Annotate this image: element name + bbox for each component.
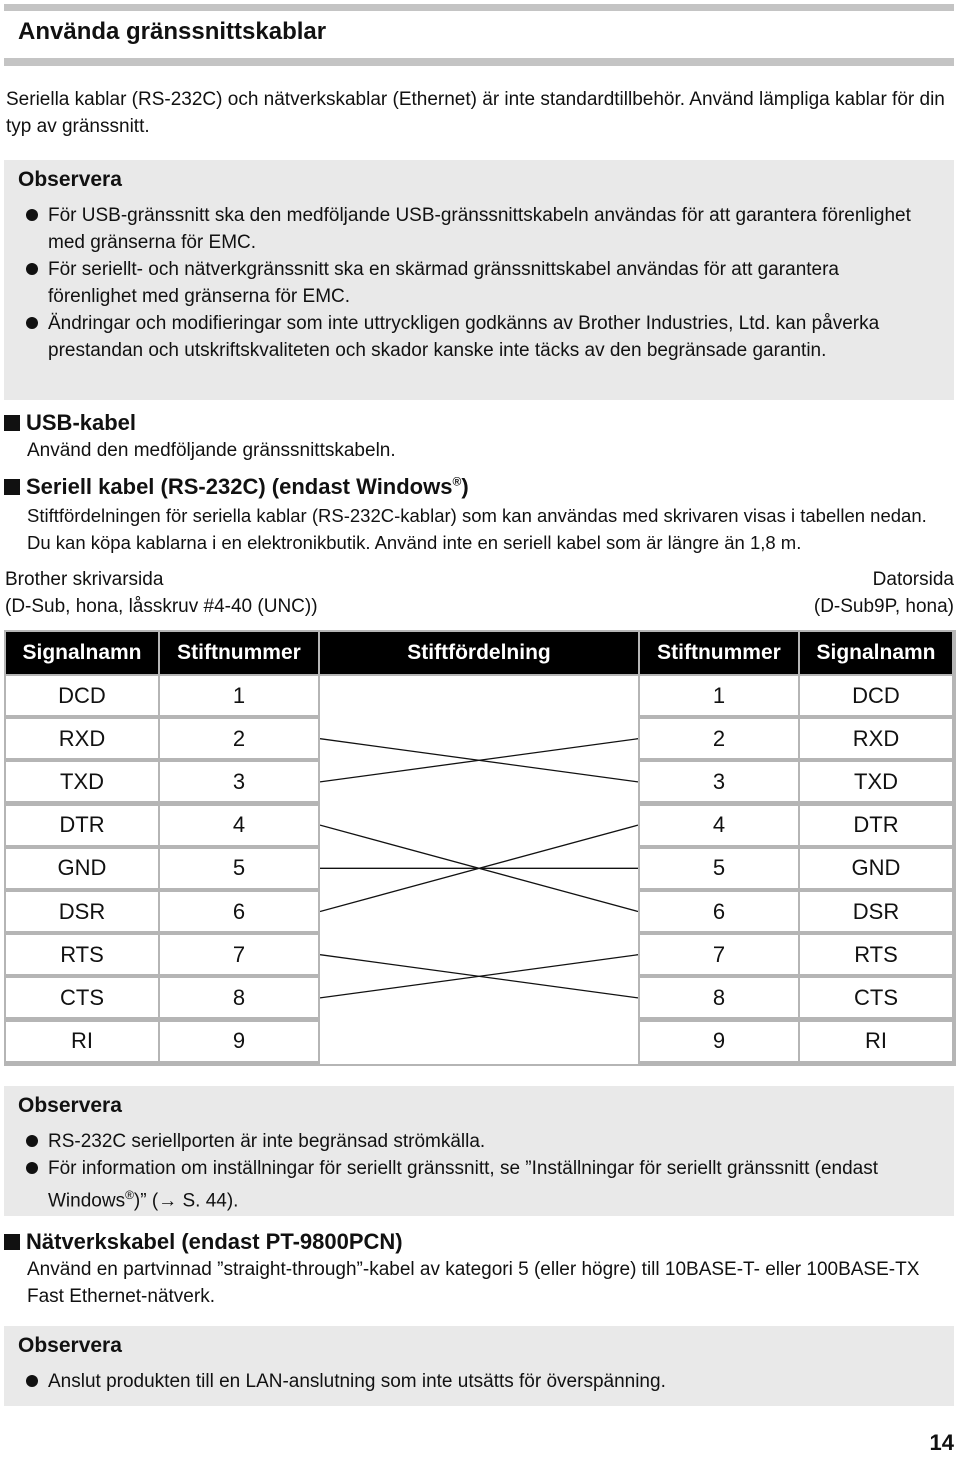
- bullet-icon: [26, 1135, 38, 1147]
- right-signal-cell: CTS: [800, 978, 952, 1017]
- right-pin-cell: 2: [640, 719, 798, 758]
- note-item: Ändringar och modifieringar som inte uttryckligen godkänns av Brother Industries, Ltd. kan påverka prestandan och utskriftskvaliteten och skador kanske inte täcks av den begränsade garantin.: [26, 310, 926, 364]
- left-signal-cell: GND: [6, 849, 158, 888]
- note-title: Observera: [18, 1334, 122, 1357]
- left-signal-column: [6, 676, 158, 1064]
- left-signal-cell: RI: [6, 1022, 158, 1061]
- note-box-2: [4, 1086, 954, 1216]
- left-pin-cell: 7: [160, 935, 318, 974]
- note-box-1: [4, 160, 954, 400]
- right-signal-cell: DCD: [800, 676, 952, 715]
- header-cell: Stiftfördelning: [320, 632, 638, 674]
- page-title: Använda gränssnittskablar: [18, 18, 327, 45]
- header-cell: Stiftnummer: [640, 632, 798, 674]
- left-signal-cell: RXD: [6, 719, 158, 758]
- note-item: För seriellt- och nätverkgränssnitt ska en skärmad gränssnittskabel användas för att garantera förenlighet med gränserna för EMC.: [26, 256, 926, 310]
- left-signal-cell: CTS: [6, 978, 158, 1017]
- left-signal-cell: DTR: [6, 806, 158, 845]
- left-signal-cell: DCD: [6, 676, 158, 715]
- right-signal-cell: RI: [800, 1022, 952, 1061]
- right-pin-column: [640, 676, 798, 1064]
- left-pin-cell: 6: [160, 892, 318, 931]
- left-pin-cell: 3: [160, 762, 318, 801]
- header-cell: Signalnamn: [6, 632, 158, 674]
- square-bullet-icon: [4, 1234, 20, 1250]
- serial-body: Stiftfördelningen för seriella kablar (RS-232C-kablar) som kan användas med skrivaren visas i tabellen nedan. Du kan köpa kablarna i en elektronikbutik. Använd inte en seriell kabel som är längre än 1,8 m.: [27, 505, 927, 553]
- header-top-rule: [4, 4, 954, 11]
- wiring-diagram: [320, 676, 638, 1064]
- right-signal-cell: GND: [800, 849, 952, 888]
- right-pin-cell: 6: [640, 892, 798, 931]
- right-signal-column: [800, 676, 952, 1064]
- header-cell: Stiftnummer: [160, 632, 318, 674]
- right-signal-cell: RTS: [800, 935, 952, 974]
- note-box-3: [4, 1326, 954, 1406]
- registered-mark: ®: [125, 1188, 134, 1202]
- usb-heading: USB-kabel: [4, 410, 136, 436]
- computer-side-label: Datorsida (D-Sub9P, hona): [813, 569, 954, 617]
- note-item: För information om inställningar för seriellt gränssnitt, se ”Inställningar för seriellt gränssnitt (endast Windows®)” (→ S. 44).: [26, 1155, 926, 1214]
- right-pin-cell: 7: [640, 935, 798, 974]
- bullet-icon: [26, 317, 38, 329]
- note-title: Observera: [18, 168, 122, 191]
- network-body: Använd en partvinnad ”straight-through”-kabel av kategori 5 (eller högre) till 10BASE-T- eller 100BASE-TX Fast Ethernet-nätverk.: [27, 1259, 920, 1307]
- intro-paragraph: Seriella kablar (RS-232C) och nätverkskablar (Ethernet) är inte standardtillbehör. Använd lämpliga kablar för din typ av gränssnitt.: [6, 89, 945, 137]
- left-pin-cell: 2: [160, 719, 318, 758]
- right-signal-cell: TXD: [800, 762, 952, 801]
- square-bullet-icon: [4, 479, 20, 495]
- left-signal-cell: DSR: [6, 892, 158, 931]
- right-pin-cell: 3: [640, 762, 798, 801]
- note-item: För USB-gränssnitt ska den medföljande USB-gränssnittskabeln användas för att garantera förenlighet med gränserna för EMC.: [26, 202, 926, 256]
- left-pin-cell: 5: [160, 849, 318, 888]
- left-pin-cell: 8: [160, 978, 318, 1017]
- right-pin-cell: 1: [640, 676, 798, 715]
- right-pin-cell: 9: [640, 1022, 798, 1061]
- left-pin-cell: 4: [160, 806, 318, 845]
- right-signal-cell: DTR: [800, 806, 952, 845]
- right-pin-cell: 4: [640, 806, 798, 845]
- printer-side-label: Brother skrivarsida (D-Sub, hona, låsskruv #4-40 (UNC)): [5, 569, 318, 617]
- right-pin-cell: 5: [640, 849, 798, 888]
- registered-mark: ®: [452, 474, 462, 489]
- bullet-icon: [26, 263, 38, 275]
- left-pin-column: [160, 676, 318, 1064]
- bullet-icon: [26, 1375, 38, 1387]
- bullet-icon: [26, 209, 38, 221]
- usb-body: Använd den medföljande gränssnittskabeln.: [27, 440, 396, 461]
- header-bottom-rule: [4, 58, 954, 66]
- right-signal-cell: RXD: [800, 719, 952, 758]
- note-title: Observera: [18, 1094, 122, 1117]
- left-pin-cell: 1: [160, 676, 318, 715]
- network-heading: Nätverkskabel (endast PT-9800PCN): [4, 1229, 403, 1255]
- page-number: 14: [929, 1430, 954, 1455]
- serial-heading: Seriell kabel (RS-232C) (endast Windows®): [4, 474, 469, 500]
- left-signal-cell: RTS: [6, 935, 158, 974]
- note-item: RS-232C seriellporten är inte begränsad strömkälla.: [26, 1128, 926, 1155]
- right-pin-cell: 8: [640, 978, 798, 1017]
- wiring-area: [320, 676, 638, 1064]
- right-signal-cell: DSR: [800, 892, 952, 931]
- note-item: Anslut produkten till en LAN-anslutning som inte utsätts för överspänning.: [26, 1368, 926, 1395]
- bullet-icon: [26, 1162, 38, 1174]
- left-pin-cell: 9: [160, 1022, 318, 1061]
- left-signal-cell: TXD: [6, 762, 158, 801]
- header-cell: Signalnamn: [800, 632, 952, 674]
- square-bullet-icon: [4, 415, 20, 431]
